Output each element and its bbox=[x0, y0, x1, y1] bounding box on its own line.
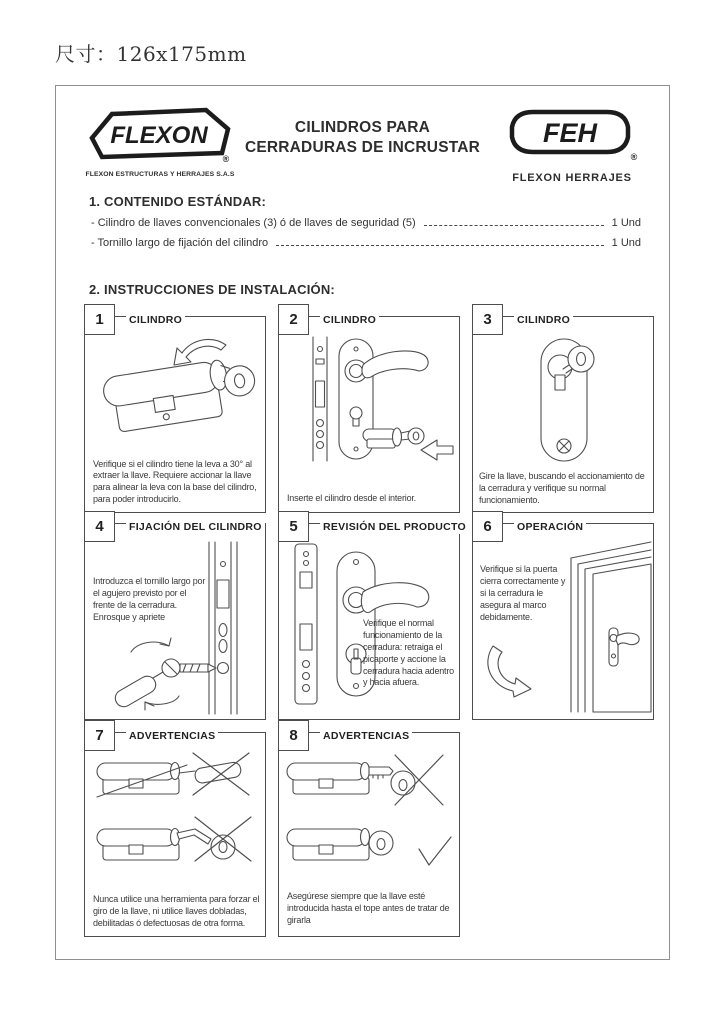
step-caption: Verifique el normal funcionamiento de la cerradura: retraiga el picaporte y accione la cerradura hacia adentro y hacia afuera. bbox=[363, 618, 454, 688]
step-header bbox=[278, 720, 412, 751]
step-caption: Asegúrese siempre que la llave esté introducida hasta el tope antes de tratar de girarla bbox=[287, 891, 450, 926]
step-header bbox=[278, 304, 379, 335]
section-1-heading: 1. CONTENIDO ESTÁNDAR: bbox=[89, 194, 267, 209]
step-number: 3 bbox=[472, 304, 503, 335]
step-4-fijacion bbox=[84, 518, 266, 720]
step-header bbox=[472, 511, 586, 542]
step-title: CILINDRO bbox=[320, 313, 379, 327]
step-title: CILINDRO bbox=[514, 313, 573, 327]
flexon-logo bbox=[84, 106, 236, 178]
warning-key-illustration bbox=[283, 749, 457, 881]
flexon-logo-icon bbox=[84, 106, 236, 164]
step-8-advertencias bbox=[278, 727, 460, 937]
step-header bbox=[84, 511, 265, 542]
content-item: - Cilindro de llaves convencionales (3) ó de llaves de seguridad (5) 1 Und bbox=[91, 217, 641, 229]
feh-logo-icon bbox=[501, 108, 643, 162]
svg-text:®: ® bbox=[222, 154, 230, 164]
step-7-advertencias bbox=[84, 727, 266, 937]
document-title: CILINDROS PARA CERRADURAS DE INCRUSTAR bbox=[244, 119, 481, 157]
step-number: 6 bbox=[472, 511, 503, 542]
step-caption: Gire la llave, buscando el accionamiento de la cerradura y verifique su normal funcionamiento. bbox=[479, 471, 645, 506]
dotted-leader bbox=[424, 225, 604, 226]
step-number: 1 bbox=[84, 304, 115, 335]
flexon-subtitle: FLEXON ESTRUCTURAS Y HERRAJES S.A.S bbox=[85, 171, 235, 178]
step-number: 5 bbox=[278, 511, 309, 542]
steps-row-3 bbox=[84, 727, 460, 937]
size-annotation: 尺寸：126x175mm bbox=[55, 42, 247, 66]
step-caption: Introduzca el tornillo largo por el agujero previsto por el frente de la cerradura. Enrosque y apriete bbox=[93, 576, 206, 622]
steps-row-1 bbox=[84, 311, 654, 513]
step-6-operacion bbox=[472, 518, 654, 720]
svg-text:®: ® bbox=[630, 152, 638, 162]
step-header bbox=[278, 511, 469, 542]
step-5-revision bbox=[278, 518, 467, 720]
feh-subtitle: FLEXON HERRAJES bbox=[512, 172, 632, 184]
step-number: 4 bbox=[84, 511, 115, 542]
turn-key-illustration bbox=[477, 335, 651, 465]
step-number: 2 bbox=[278, 304, 309, 335]
steps-row-2 bbox=[84, 518, 654, 720]
screw-fixing-illustration bbox=[85, 538, 267, 718]
step-1-cilindro bbox=[84, 311, 266, 513]
step-title: ADVERTENCIAS bbox=[126, 729, 218, 743]
dotted-leader bbox=[276, 245, 604, 246]
step-caption: Verifique si la puerta cierra correctamente y si la cerradura le asegura al marco debidamente. bbox=[480, 564, 566, 622]
content-list bbox=[91, 217, 641, 257]
step-number: 7 bbox=[84, 720, 115, 751]
step-number: 8 bbox=[278, 720, 309, 751]
step-header bbox=[472, 304, 573, 335]
step-caption: Inserte el cilindro desde el interior. bbox=[287, 493, 416, 504]
svg-text:FLEXON: FLEXON bbox=[110, 122, 208, 149]
feh-logo bbox=[501, 108, 643, 184]
insert-cylinder-illustration bbox=[283, 333, 457, 465]
step-header bbox=[84, 720, 218, 751]
document-sheet bbox=[55, 85, 670, 960]
step-title: OPERACIÓN bbox=[514, 520, 586, 534]
step-title: FIJACIÓN DEL CILINDRO bbox=[126, 520, 265, 534]
step-title: REVISIÓN DEL PRODUCTO bbox=[320, 520, 469, 534]
step-header bbox=[84, 304, 185, 335]
step-2-cilindro bbox=[278, 311, 460, 513]
step-caption: Nunca utilice una herramienta para forzar el giro de la llave, ni utilice llaves dobladas, debilitadas ó defectuosas de otra forma. bbox=[93, 894, 260, 929]
step-title: ADVERTENCIAS bbox=[320, 729, 412, 743]
warning-tool-illustration bbox=[89, 751, 263, 881]
content-item: - Tornillo largo de fijación del cilindro 1 Und bbox=[91, 237, 641, 249]
section-2-heading: 2. INSTRUCCIONES DE INSTALACIÓN: bbox=[89, 282, 335, 297]
cylinder-key-illustration bbox=[89, 335, 263, 453]
step-title: CILINDRO bbox=[126, 313, 185, 327]
step-caption: Verifique si el cilindro tiene la leva a 30° al extraer la llave. Requiere accionar la llave para alinear la leva con la base del cilindro, para poder introducirlo. bbox=[93, 458, 257, 505]
step-3-cilindro bbox=[472, 311, 654, 513]
svg-text:FEH: FEH bbox=[543, 118, 597, 148]
